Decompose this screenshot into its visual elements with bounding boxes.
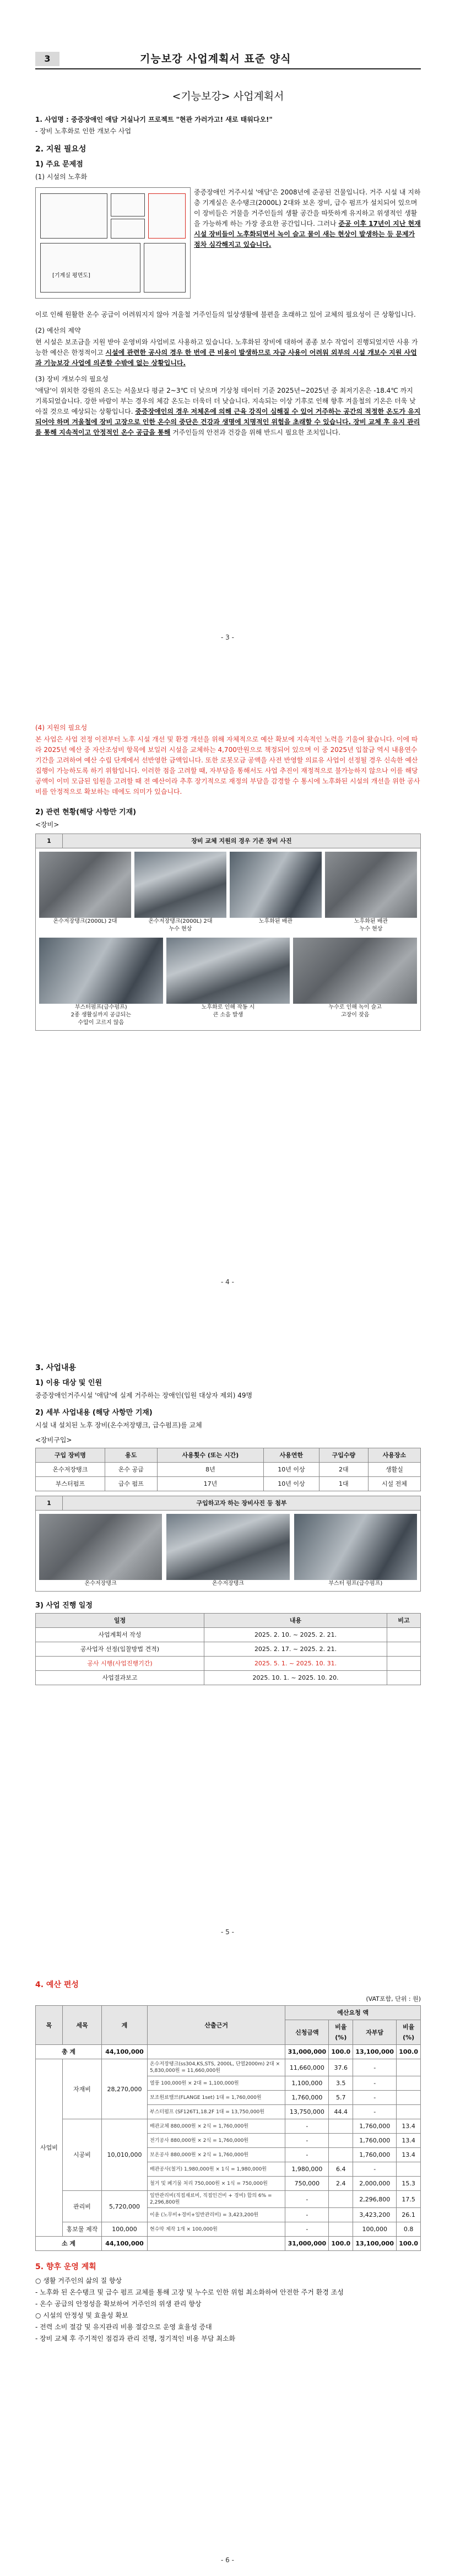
sum-ratio2: 100.0 (397, 2237, 421, 2251)
plan-line: - 장비 교체 후 주기적인 점검과 관리 진행, 정기적인 비용 부담 최소화 (35, 2335, 236, 2342)
col-ratio: 비율 (%) (329, 2020, 353, 2045)
sum-total: 44,100,000 (102, 2237, 148, 2251)
table-cell: 온수 공급 (105, 1463, 157, 1477)
budget-ratio (329, 2191, 353, 2208)
budget-category-sum: 100,000 (102, 2222, 148, 2237)
budget-ratio2: 0.8 (397, 2222, 421, 2237)
sub-budget: (2) 예산의 제약 (35, 327, 81, 334)
budget-basis: 배관교체 880,000원 × 2식 = 1,760,000원 (148, 2119, 285, 2134)
schedule-title: 3) 사업 진행 일정 (35, 1601, 93, 1610)
table-cell: 10년 이상 (263, 1463, 319, 1477)
equipment-photo (166, 938, 290, 1004)
budget-req: - (285, 2191, 329, 2208)
photo-caption: 온수저장탱크 (84, 1581, 117, 1587)
support-paragraph: 본 사업은 사업 전정 이전부터 노후 시설 개선 및 환경 개선을 위해 자체적으로 예산 확보에 지속적인 노력을 기울여 왔습니다. 이에 따라 2025년 예산 중 자산조성비 항목에 보일러 시설을 교체하는 4,700만원으로 책정되어 있으며 이 중 2025년 입찰금 역시 내용연수 기간을 고려하여 예산 수립 단계에서 선반영한 금액입니다. 또한 로봇모금 공액을 사전 반영할 의료유 사업이 선정될 경우 신속한 예산 집행이 가능하도록 하기 위함입니다. 이러한 점을 고려할 때, 자부담을 통해서도 사업 추진이 재정적으로 불가능하지 않으나 이를 해당 공액이 이미 모금된 임원을 고려할 때 전 예산이라 추후 장기적으로 재정의 부담을 감경할 수 통시에 노후화된 시설의 개선을 위한 공사비를 안정적으로 확보하는 데에도 의미가 있습니다. (35, 735, 420, 795)
budget-ratio: 37.6 (329, 2059, 353, 2076)
photo-cell (39, 852, 131, 933)
photo-caption: 노후화된 배관 누수 현상 (354, 918, 388, 932)
section-1 (35, 113, 421, 183)
purchase-col: 구입수량 (319, 1448, 368, 1463)
photo-caption: 누수로 인해 녹이 슬고 고장이 잦음 (328, 1004, 382, 1018)
total-ratio: 100.0 (329, 2045, 353, 2059)
col-self: 자부담 (353, 2020, 397, 2045)
budget-ratio2 (397, 2059, 421, 2076)
budget-basis: 전기공사 880,000원 × 2식 = 1,760,000원 (148, 2134, 285, 2148)
floor-plan-label: [기계실 평면도] (52, 273, 90, 279)
budget-paragraph: 현 시설은 보조금을 지원 받아 운영비와 사업비로 사용하고 있습니다. 노후화된 장비에 대하여 종종 보수 작업이 진행되었지만 사용 가능한 예산은 한정적이고 (35, 338, 418, 356)
budget-ratio: 6.4 (329, 2162, 353, 2177)
sum-blank (148, 2237, 285, 2251)
budget-row (36, 2119, 421, 2134)
budget-self: 100,000 (353, 2222, 397, 2237)
total-label: 총 계 (36, 2045, 102, 2059)
detail-title: 2) 세부 사업내용 (해당 사항만 기재) (35, 1409, 153, 1417)
new-equipment-photo (294, 1514, 417, 1580)
equipment-photo (230, 852, 322, 918)
budget-basis: 보조원료밸브(FLANGE 1set) 1대 = 1,760,000원 (148, 2091, 285, 2105)
purchase-table (35, 1448, 421, 1491)
col-ratio2: 비율 (%) (397, 2020, 421, 2045)
budget-ratio: 44.4 (329, 2105, 353, 2119)
budget-group: 사업비 (36, 2059, 63, 2237)
budget-self: - (353, 2162, 397, 2177)
budget-req: - (285, 2134, 329, 2148)
equipment-label: <장비> (35, 821, 59, 829)
table-cell: 부스터펌프 (36, 1477, 105, 1491)
table-cell (387, 1642, 421, 1657)
new-equipment-photo (166, 1514, 289, 1580)
budget-ratio (329, 2134, 353, 2148)
photo-table-no: 1 (36, 1496, 63, 1511)
current-status-title: 2) 관련 현황(해당 사항만 기재) (35, 808, 137, 816)
budget-category: 시공비 (63, 2119, 102, 2191)
section-5-title: 5. 향후 운영 계획 (35, 2263, 96, 2271)
budget-unit: (VAT포함, 단위 : 원) (366, 1995, 421, 2003)
sum-ratio: 100.0 (329, 2237, 353, 2251)
photo-caption: 온수저장탱크(2000L) 2대 (53, 918, 117, 924)
page-1 (0, 0, 455, 656)
sum-self: 13,100,000 (353, 2237, 397, 2251)
support-need (35, 722, 421, 1031)
budget-req: 1,100,000 (285, 2076, 329, 2091)
schedule-table (35, 1613, 421, 1685)
budget-req: - (285, 2208, 329, 2222)
total-ratio2: 100.0 (397, 2045, 421, 2059)
section-3-title: 3. 사업내용 (35, 1363, 77, 1372)
page-4 (0, 1950, 455, 2576)
budget-req: 13,750,000 (285, 2105, 329, 2119)
budget-basis: 철거 및 폐기물 처리 750,000원 × 1식 = 750,000원 (148, 2177, 285, 2191)
table-header: 장비 교체 지원의 경우 기존 장비 사진 (63, 834, 421, 848)
chapter-title: 기능보강 사업계획서 표준 양식 (140, 53, 291, 65)
budget-req: - (285, 2148, 329, 2162)
purchase-col: 사용연한 (263, 1448, 319, 1463)
project-name: 1. 사업명 : 중증장애인 애담 거실나기 프로젝트 "현관 가러가고! 새로 태워다오!" (35, 116, 273, 123)
budget-basis: 열풍 100,000원 × 2대 = 1,100,000원 (148, 2076, 285, 2091)
budget-ratio2: 15.3 (397, 2177, 421, 2191)
budget-ratio (329, 2148, 353, 2162)
purchase-label: <장비구입> (35, 1436, 72, 1444)
schedule-col: 내용 (204, 1614, 387, 1628)
budget-self: 1,760,000 (353, 2134, 397, 2148)
col-gye: 계 (102, 2006, 148, 2045)
aging-text (194, 187, 421, 250)
purchase-col: 사용횟수 (또는 시간) (157, 1448, 263, 1463)
table-cell: 공사 시행(사업진행기간) (36, 1657, 204, 1671)
budget-ratio2 (397, 2105, 421, 2119)
section-3 (35, 1355, 421, 1685)
photo-cell (166, 938, 290, 1027)
sub-need: (3) 장비 개보수의 필요성 (35, 375, 109, 383)
total-self: 13,100,000 (353, 2045, 397, 2059)
budget-req: - (285, 2222, 329, 2237)
budget-self: 1,760,000 (353, 2119, 397, 2134)
purchase-col: 사용장소 (368, 1448, 420, 1463)
photo-caption: 온수저장탱크(2000L) 2대 누수 현상 (148, 918, 213, 932)
photo-cell (134, 852, 226, 933)
photo-caption: 부스터펌프(급수펌프) 2종 생활실까지 공급되는 수압이 고르지 않음 (71, 1004, 131, 1026)
col-sebu: 세목 (63, 2006, 102, 2045)
budget-ratio (329, 2208, 353, 2222)
budget-self: - (353, 2059, 397, 2076)
chapter-header (35, 48, 421, 69)
photo-cell (325, 852, 417, 933)
budget-self: - (353, 2076, 397, 2091)
project-line: - 장비 노후화로 인한 개보수 사업 (35, 127, 132, 135)
table-cell: 시설 전체 (368, 1477, 420, 1491)
table-cell: 8년 (157, 1463, 263, 1477)
budget-category-sum: 10,010,000 (102, 2119, 148, 2191)
page-3 (0, 1300, 455, 1950)
table-cell (387, 1628, 421, 1642)
budget-ratio: 5.7 (329, 2091, 353, 2105)
equipment-photo (325, 852, 417, 918)
budget-req: 750,000 (285, 2177, 329, 2191)
schedule-col: 비고 (387, 1614, 421, 1628)
existing-equipment-table (35, 834, 421, 1031)
budget-basis: 이윤 (노무비+경비+일반관리비) = 3,423,200원 (148, 2208, 285, 2222)
budget-ratio2: 26.1 (397, 2208, 421, 2222)
table-row (36, 1628, 421, 1642)
budget-req: 11,660,000 (285, 2059, 329, 2076)
detail-text: 시설 내 설치된 노후 장비(온수저장탱크, 급수펌프)를 교체 (35, 1421, 202, 1429)
budget-table (35, 2005, 421, 2251)
table-cell: 급수 펌프 (105, 1477, 157, 1491)
budget-basis: 배관공사(철거) 1,980,000원 × 1식 = 1,980,000원 (148, 2162, 285, 2177)
table-cell: 생활실 (368, 1463, 420, 1477)
table-cell: 사업계획서 작성 (36, 1628, 204, 1642)
photo-cell (294, 1514, 417, 1588)
sum-req: 31,000,000 (285, 2237, 329, 2251)
plan-line: - 노후화 된 온수탱크 및 급수 펌프 교체를 통해 고장 및 누수로 인한 위험 최소화하여 안전한 주거 환경 조성 (35, 2288, 344, 2296)
budget-ratio: 2.4 (329, 2177, 353, 2191)
table-no: 1 (36, 834, 63, 848)
equipment-photo (39, 938, 163, 1004)
budget-ratio2: 13.4 (397, 2148, 421, 2162)
sub-problem: 1) 주요 문제점 (35, 160, 83, 169)
budget-self: 1,760,000 (353, 2148, 397, 2162)
budget-category: 관리비 (63, 2191, 102, 2222)
floor-plan (35, 187, 191, 299)
document-subtitle: <기능보강> 사업계획서 (172, 90, 284, 102)
section-4-title: 4. 예산 편성 (35, 1980, 79, 1989)
table-row (36, 1477, 421, 1491)
sum-label: 소 계 (36, 2237, 102, 2251)
photo-cell (166, 1514, 289, 1588)
budget-basis: 부스터펌프 (SF126T1,18.2F 1대 = 13,750,000원 (148, 2105, 285, 2119)
budget-category: 자재비 (63, 2059, 102, 2119)
need-paragraph-cont: 거주인들의 안전과 건강을 위해 반드시 필요한 조치입니다. (172, 429, 341, 436)
budget-ratio (329, 2222, 353, 2237)
schedule-col: 일정 (36, 1614, 204, 1628)
purchase-photo-table (35, 1496, 421, 1592)
total-req: 31,000,000 (285, 2045, 329, 2059)
col-basis: 산출근거 (148, 2006, 285, 2045)
budget-basis: 일반관리비(직접재료비, 직접인건비 + 경비) 합의 6% = 2,296,800원 (148, 2191, 285, 2208)
sub-support: (4) 지원의 필요성 (35, 724, 88, 732)
photo-table-header: 구입하고자 하는 장비사진 등 첨부 (63, 1496, 421, 1511)
budget-req: 1,980,000 (285, 2162, 329, 2177)
budget-sum-row (36, 2237, 421, 2251)
budget-ratio2 (397, 2091, 421, 2105)
equipment-photo (39, 852, 131, 918)
operation-plan (35, 2276, 421, 2344)
table-row (36, 1657, 421, 1671)
aging-paragraph-cont: 이로 인해 원활한 온수 공급이 어려워지지 않아 겨울철 거주인들의 일상생활에 불편을 초래하고 있어 교체의 필요성이 큰 상황입니다. (35, 311, 416, 318)
new-equipment-photo (39, 1514, 162, 1580)
table-cell: 10년 이상 (263, 1477, 319, 1491)
photo-cell (39, 938, 163, 1027)
plan-line: - 온수 공급의 안정성을 확보하여 거주인의 위생 관리 향상 (35, 2300, 202, 2308)
photo-cell (293, 938, 417, 1027)
chapter-number: 3 (35, 52, 59, 66)
budget-ratio2: 13.4 (397, 2119, 421, 2134)
table-cell: 사업결과보고 (36, 1671, 204, 1685)
table-row (36, 1642, 421, 1657)
budget-self: - (353, 2091, 397, 2105)
col-gwan: 목 (36, 2006, 63, 2045)
table-row (36, 1463, 421, 1477)
table-cell: 온수저장탱크 (36, 1463, 105, 1477)
table-row (36, 1671, 421, 1685)
budget-category-sum: 5,720,000 (102, 2191, 148, 2222)
purchase-col: 구입 장비명 (36, 1448, 105, 1463)
budget-category: 홍보물 제작 (63, 2222, 102, 2237)
need-paragraph: '애담'이 위치한 강원의 온도는 서울보다 평균 2~3℃ 더 낮으며 기상청 데이터 기준 2025년~2025년 중 최저기온은 -18.4℃ 까지 기록되었습니다. 강한 바람이 부는 경우의 체감 온도는 더욱더 더 낮습니다. 지속되는 이상 기후로 인해 향후 겨울철의 기온은 더욱 낮아질 것으로 예상되는 상황입니다. (35, 387, 416, 415)
table-cell: 공사업자 선정(입찰방법 견적) (36, 1642, 204, 1657)
target-title: 1) 이용 대상 및 인원 (35, 1379, 102, 1387)
budget-underline: 시설에 관련한 공사의 경우 한 번에 큰 비용이 발생하므로 자금 사용이 어려워 외부의 시설 개보수 지원 사업과 기능보강 사업에 의존할 수밖에 없는 상황입니다. (35, 349, 417, 367)
budget-self: 3,423,200 (353, 2208, 397, 2222)
col-req: 신청금액 (285, 2020, 329, 2045)
section-4 (35, 1972, 421, 2345)
table-cell: 2025. 2. 10. ~ 2025. 2. 21. (204, 1628, 387, 1642)
sub-aging: (1) 시설의 노후화 (35, 173, 88, 181)
budget-ratio2 (397, 2162, 421, 2177)
budget-ratio: 3.5 (329, 2076, 353, 2091)
table-cell: 2025. 10. 1. ~ 2025. 10. 20. (204, 1671, 387, 1685)
budget-row (36, 2059, 421, 2076)
table-cell: 2025. 5. 1. ~ 2025. 10. 31. (204, 1657, 387, 1671)
budget-req: - (285, 2119, 329, 2134)
budget-self: 2,296,800 (353, 2191, 397, 2208)
budget-ratio2 (397, 2076, 421, 2091)
budget-req: 1,760,000 (285, 2091, 329, 2105)
section-2-body (35, 309, 421, 439)
budget-ratio2: 17.5 (397, 2191, 421, 2208)
need-underline: 중증장애인의 경우 저체온에 의해 근육 강직이 심해질 수 있어 거주하는 공간의 적정한 온도가 유지되어야 하며 겨울철에 장비 고장으로 인한 온수의 중단은 건강과 생명에 치명적인 위험을 초래할 수 있습니다. 장비 교체 후 유지 관리를 통해 지속적이고 안정적인 온수 공급을 통해 (35, 408, 421, 436)
photo-caption: 노후화로 인해 작동 시 큰 소음 발생 (201, 1004, 255, 1018)
photo-cell (39, 1514, 162, 1588)
table-cell: 1대 (319, 1477, 368, 1491)
aging-underline: 준공 이후 17년이 지난 현재 시설 장비들이 노후화되면서 녹이 슬고 물이 새는 현상이 발생하는 등 문제가 점차 심각해지고 있습니다. (194, 220, 421, 248)
page-number-4: - 4 - (221, 1278, 234, 1286)
page-number-6: - 6 - (221, 2556, 234, 2564)
photo-caption: 노후화된 배관 (258, 918, 293, 924)
budget-ratio (329, 2119, 353, 2134)
plan-line: - 전력 소비 절감 및 유지관리 비용 절감으로 운영 효율성 증대 (35, 2323, 212, 2331)
budget-self: - (353, 2105, 397, 2119)
aging-paragraph: 중증장애인 거주시설 '애담'은 2008년에 준공된 건물입니다. 거주 시설 내 지하층 기계실은 온수탱크(2000L) 2대와 보온 장비, 급수 펌프가 설치되어 있으며 이 장비들은 거물을 거주인들의 생활 공간을 따뜻하게 유지하고 위생적인 생활을 가능하게 하는 가장 중요한 공간입니다. 그러나 (194, 188, 421, 228)
target-text: 중증장애인거주시설 '애담'에 실제 거주하는 장애인(입원 대상자 제외) 49명 (35, 1392, 253, 1399)
budget-basis: 보온공사 880,000원 × 2식 = 1,760,000원 (148, 2148, 285, 2162)
budget-row (36, 2191, 421, 2208)
table-cell: 2대 (319, 1463, 368, 1477)
table-cell (387, 1657, 421, 1671)
plan-line: ○ 생활 거주인의 삶의 질 향상 (35, 2277, 122, 2285)
equipment-photo (134, 852, 226, 918)
table-cell: 17년 (157, 1477, 263, 1491)
table-cell (387, 1671, 421, 1685)
page-number-3: - 3 - (221, 634, 234, 641)
equipment-photo (293, 938, 417, 1004)
page-number-5: - 5 - (221, 1928, 234, 1936)
budget-self: 2,000,000 (353, 2177, 397, 2191)
purchase-col: 용도 (105, 1448, 157, 1463)
table-cell: 2025. 2. 17. ~ 2025. 2. 21. (204, 1642, 387, 1657)
total-sum: 44,100,000 (102, 2045, 148, 2059)
budget-category-sum: 28,270,000 (102, 2059, 148, 2119)
section-2-title: 2. 지원 필요성 (35, 145, 86, 154)
photo-caption: 부스터 펌프(급수펌프) (328, 1581, 383, 1587)
budget-row (36, 2222, 421, 2237)
page-2 (0, 656, 455, 1300)
budget-basis: 온수저장탱크(ss304,KS,STS, 2000L, 단열2000m) 2대 × 5,830,000원 = 11,660,000원 (148, 2059, 285, 2076)
photo-cell (230, 852, 322, 933)
photo-caption: 온수저장탱크 (212, 1581, 244, 1587)
budget-ratio2: 13.4 (397, 2134, 421, 2148)
col-request: 예산요청 액 (285, 2006, 421, 2020)
plan-line: ○ 시설의 안정성 및 효율성 확보 (35, 2312, 128, 2319)
budget-basis: 현수막 제작 1개 × 100,000원 (148, 2222, 285, 2237)
